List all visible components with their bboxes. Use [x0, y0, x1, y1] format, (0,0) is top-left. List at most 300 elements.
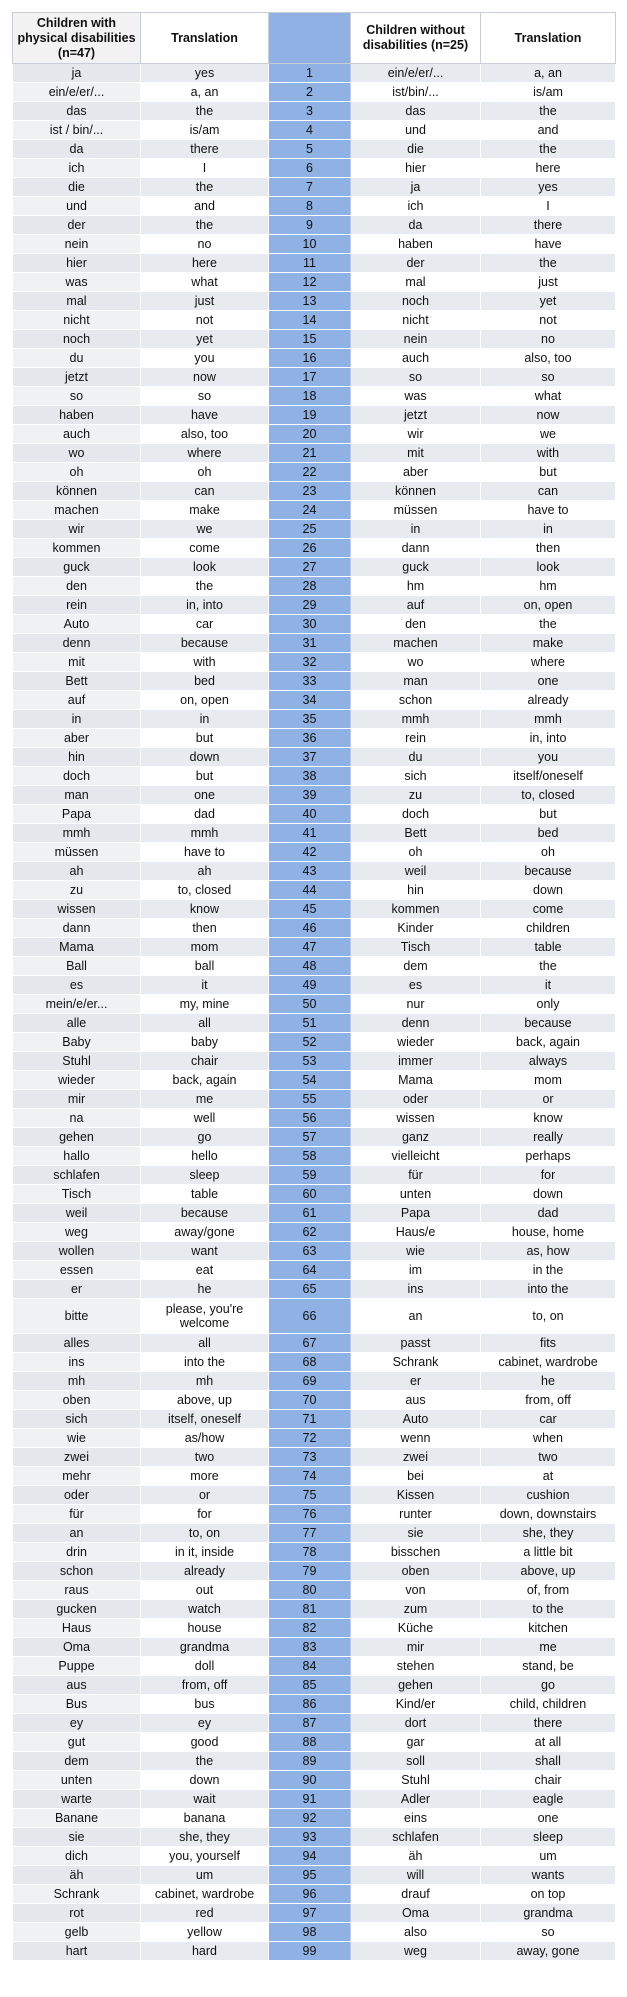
translation-without-disabilities-cell: wants: [481, 1866, 616, 1885]
table-row: [13, 83, 616, 102]
word-with-disabilities-cell: hier: [13, 254, 141, 273]
translation-without-disabilities-cell: can: [481, 482, 616, 501]
word-without-disabilities-cell: vielleicht: [351, 1147, 481, 1166]
translation-with-disabilities-cell: cabinet, wardrobe: [141, 1885, 269, 1904]
translation-without-disabilities-cell: car: [481, 1410, 616, 1429]
translation-with-disabilities-cell: yellow: [141, 1923, 269, 1942]
translation-without-disabilities-cell: at all: [481, 1733, 616, 1752]
table-row: [13, 482, 616, 501]
table-row: [13, 178, 616, 197]
table-row: [13, 634, 616, 653]
translation-without-disabilities-cell: as, how: [481, 1242, 616, 1261]
word-without-disabilities-cell: in: [351, 520, 481, 539]
word-with-disabilities-cell: mir: [13, 1090, 141, 1109]
word-without-disabilities-cell: eins: [351, 1809, 481, 1828]
translation-with-disabilities-cell: mom: [141, 938, 269, 957]
word-without-disabilities-cell: will: [351, 1866, 481, 1885]
translation-without-disabilities-cell: for: [481, 1166, 616, 1185]
translation-with-disabilities-cell: or: [141, 1486, 269, 1505]
translation-with-disabilities-cell: go: [141, 1128, 269, 1147]
word-with-disabilities-cell: wieder: [13, 1071, 141, 1090]
table-row: [13, 102, 616, 121]
word-without-disabilities-cell: ganz: [351, 1128, 481, 1147]
header-translation-1: Translation: [141, 13, 269, 64]
rank-cell: 21: [269, 444, 351, 463]
word-without-disabilities-cell: Tisch: [351, 938, 481, 957]
translation-without-disabilities-cell: with: [481, 444, 616, 463]
translation-without-disabilities-cell: also, too: [481, 349, 616, 368]
word-without-disabilities-cell: Stuhl: [351, 1771, 481, 1790]
table-row: [13, 368, 616, 387]
translation-with-disabilities-cell: as/how: [141, 1429, 269, 1448]
word-with-disabilities-cell: sich: [13, 1410, 141, 1429]
translation-without-disabilities-cell: from, off: [481, 1391, 616, 1410]
word-without-disabilities-cell: was: [351, 387, 481, 406]
word-without-disabilities-cell: Kissen: [351, 1486, 481, 1505]
word-with-disabilities-cell: Oma: [13, 1638, 141, 1657]
table-row: [13, 330, 616, 349]
table-row: [13, 1052, 616, 1071]
table-row: [13, 1828, 616, 1847]
translation-with-disabilities-cell: watch: [141, 1600, 269, 1619]
translation-without-disabilities-cell: yet: [481, 292, 616, 311]
translation-with-disabilities-cell: yes: [141, 64, 269, 83]
word-without-disabilities-cell: er: [351, 1372, 481, 1391]
table-row: [13, 292, 616, 311]
table-row: [13, 387, 616, 406]
word-with-disabilities-cell: jetzt: [13, 368, 141, 387]
rank-cell: 70: [269, 1391, 351, 1410]
rank-cell: 35: [269, 710, 351, 729]
translation-without-disabilities-cell: child, children: [481, 1695, 616, 1714]
translation-without-disabilities-cell: now: [481, 406, 616, 425]
word-with-disabilities-cell: weg: [13, 1223, 141, 1242]
translation-with-disabilities-cell: two: [141, 1448, 269, 1467]
translation-with-disabilities-cell: oh: [141, 463, 269, 482]
translation-without-disabilities-cell: make: [481, 634, 616, 653]
translation-with-disabilities-cell: from, off: [141, 1676, 269, 1695]
translation-with-disabilities-cell: please, you're welcome: [141, 1299, 269, 1334]
word-without-disabilities-cell: hin: [351, 881, 481, 900]
rank-cell: 78: [269, 1543, 351, 1562]
rank-cell: 90: [269, 1771, 351, 1790]
table-row: [13, 1638, 616, 1657]
rank-cell: 84: [269, 1657, 351, 1676]
table-row: [13, 1391, 616, 1410]
table-row: [13, 1128, 616, 1147]
word-with-disabilities-cell: gucken: [13, 1600, 141, 1619]
table-row: [13, 938, 616, 957]
table-row: [13, 444, 616, 463]
translation-with-disabilities-cell: to, on: [141, 1524, 269, 1543]
word-without-disabilities-cell: soll: [351, 1752, 481, 1771]
rank-cell: 4: [269, 121, 351, 140]
word-without-disabilities-cell: der: [351, 254, 481, 273]
translation-without-disabilities-cell: one: [481, 1809, 616, 1828]
rank-cell: 50: [269, 995, 351, 1014]
table-row: [13, 1923, 616, 1942]
word-without-disabilities-cell: rein: [351, 729, 481, 748]
word-with-disabilities-cell: hart: [13, 1942, 141, 1961]
translation-with-disabilities-cell: on, open: [141, 691, 269, 710]
rank-cell: 23: [269, 482, 351, 501]
translation-with-disabilities-cell: hard: [141, 1942, 269, 1961]
rank-cell: 38: [269, 767, 351, 786]
rank-cell: 61: [269, 1204, 351, 1223]
word-with-disabilities-cell: ja: [13, 64, 141, 83]
table-row: [13, 1486, 616, 1505]
rank-cell: 73: [269, 1448, 351, 1467]
translation-with-disabilities-cell: all: [141, 1334, 269, 1353]
table-row: [13, 159, 616, 178]
word-without-disabilities-cell: immer: [351, 1052, 481, 1071]
translation-with-disabilities-cell: house: [141, 1619, 269, 1638]
word-with-disabilities-cell: ey: [13, 1714, 141, 1733]
table-row: [13, 957, 616, 976]
rank-cell: 99: [269, 1942, 351, 1961]
word-without-disabilities-cell: wenn: [351, 1429, 481, 1448]
word-with-disabilities-cell: mehr: [13, 1467, 141, 1486]
table-row: [13, 1353, 616, 1372]
table-row: [13, 1147, 616, 1166]
translation-without-disabilities-cell: of, from: [481, 1581, 616, 1600]
word-without-disabilities-cell: oh: [351, 843, 481, 862]
translation-with-disabilities-cell: the: [141, 216, 269, 235]
translation-without-disabilities-cell: a, an: [481, 64, 616, 83]
rank-cell: 98: [269, 1923, 351, 1942]
word-without-disabilities-cell: und: [351, 121, 481, 140]
word-with-disabilities-cell: schlafen: [13, 1166, 141, 1185]
word-with-disabilities-cell: nicht: [13, 311, 141, 330]
word-with-disabilities-cell: kommen: [13, 539, 141, 558]
translation-without-disabilities-cell: the: [481, 140, 616, 159]
translation-without-disabilities-cell: chair: [481, 1771, 616, 1790]
rank-cell: 16: [269, 349, 351, 368]
translation-with-disabilities-cell: ah: [141, 862, 269, 881]
rank-cell: 5: [269, 140, 351, 159]
translation-without-disabilities-cell: children: [481, 919, 616, 938]
translation-with-disabilities-cell: already: [141, 1562, 269, 1581]
translation-without-disabilities-cell: back, again: [481, 1033, 616, 1052]
translation-without-disabilities-cell: above, up: [481, 1562, 616, 1581]
translation-with-disabilities-cell: ey: [141, 1714, 269, 1733]
word-with-disabilities-cell: schon: [13, 1562, 141, 1581]
word-without-disabilities-cell: Mama: [351, 1071, 481, 1090]
translation-with-disabilities-cell: want: [141, 1242, 269, 1261]
translation-without-disabilities-cell: on top: [481, 1885, 616, 1904]
rank-cell: 76: [269, 1505, 351, 1524]
translation-with-disabilities-cell: grandma: [141, 1638, 269, 1657]
word-without-disabilities-cell: auch: [351, 349, 481, 368]
translation-without-disabilities-cell: there: [481, 1714, 616, 1733]
translation-with-disabilities-cell: down: [141, 748, 269, 767]
translation-with-disabilities-cell: bus: [141, 1695, 269, 1714]
word-without-disabilities-cell: runter: [351, 1505, 481, 1524]
word-without-disabilities-cell: passt: [351, 1334, 481, 1353]
rank-cell: 86: [269, 1695, 351, 1714]
rank-cell: 2: [269, 83, 351, 102]
translation-without-disabilities-cell: we: [481, 425, 616, 444]
rank-cell: 66: [269, 1299, 351, 1334]
word-with-disabilities-cell: hallo: [13, 1147, 141, 1166]
word-with-disabilities-cell: ins: [13, 1353, 141, 1372]
word-without-disabilities-cell: das: [351, 102, 481, 121]
word-without-disabilities-cell: denn: [351, 1014, 481, 1033]
word-without-disabilities-cell: weil: [351, 862, 481, 881]
translation-without-disabilities-cell: itself/oneself: [481, 767, 616, 786]
translation-with-disabilities-cell: itself, oneself: [141, 1410, 269, 1429]
word-without-disabilities-cell: mit: [351, 444, 481, 463]
translation-with-disabilities-cell: good: [141, 1733, 269, 1752]
translation-with-disabilities-cell: in, into: [141, 596, 269, 615]
translation-with-disabilities-cell: the: [141, 577, 269, 596]
table-row: [13, 748, 616, 767]
word-with-disabilities-cell: da: [13, 140, 141, 159]
translation-with-disabilities-cell: so: [141, 387, 269, 406]
translation-without-disabilities-cell: oh: [481, 843, 616, 862]
word-with-disabilities-cell: was: [13, 273, 141, 292]
translation-with-disabilities-cell: in it, inside: [141, 1543, 269, 1562]
table-row: [13, 539, 616, 558]
translation-with-disabilities-cell: doll: [141, 1657, 269, 1676]
rank-cell: 10: [269, 235, 351, 254]
rank-cell: 58: [269, 1147, 351, 1166]
translation-without-disabilities-cell: away, gone: [481, 1942, 616, 1961]
word-without-disabilities-cell: sich: [351, 767, 481, 786]
translation-with-disabilities-cell: just: [141, 292, 269, 311]
word-without-disabilities-cell: wir: [351, 425, 481, 444]
word-without-disabilities-cell: von: [351, 1581, 481, 1600]
word-without-disabilities-cell: noch: [351, 292, 481, 311]
rank-cell: 20: [269, 425, 351, 444]
translation-with-disabilities-cell: but: [141, 767, 269, 786]
table-row: [13, 349, 616, 368]
translation-with-disabilities-cell: down: [141, 1771, 269, 1790]
translation-without-disabilities-cell: dad: [481, 1204, 616, 1223]
translation-with-disabilities-cell: have: [141, 406, 269, 425]
translation-without-disabilities-cell: stand, be: [481, 1657, 616, 1676]
word-without-disabilities-cell: nein: [351, 330, 481, 349]
word-without-disabilities-cell: mmh: [351, 710, 481, 729]
word-with-disabilities-cell: aus: [13, 1676, 141, 1695]
translation-without-disabilities-cell: what: [481, 387, 616, 406]
word-with-disabilities-cell: sie: [13, 1828, 141, 1847]
word-without-disabilities-cell: haben: [351, 235, 481, 254]
translation-with-disabilities-cell: well: [141, 1109, 269, 1128]
word-with-disabilities-cell: raus: [13, 1581, 141, 1600]
table-row: [13, 121, 616, 140]
translation-without-disabilities-cell: sleep: [481, 1828, 616, 1847]
translation-with-disabilities-cell: wait: [141, 1790, 269, 1809]
rank-cell: 54: [269, 1071, 351, 1090]
word-with-disabilities-cell: nein: [13, 235, 141, 254]
word-with-disabilities-cell: den: [13, 577, 141, 596]
table-row: [13, 1223, 616, 1242]
table-row: [13, 767, 616, 786]
rank-cell: 37: [269, 748, 351, 767]
word-with-disabilities-cell: das: [13, 102, 141, 121]
table-row: [13, 577, 616, 596]
rank-cell: 28: [269, 577, 351, 596]
rank-cell: 47: [269, 938, 351, 957]
word-without-disabilities-cell: müssen: [351, 501, 481, 520]
translation-without-disabilities-cell: house, home: [481, 1223, 616, 1242]
translation-without-disabilities-cell: go: [481, 1676, 616, 1695]
translation-with-disabilities-cell: mh: [141, 1372, 269, 1391]
word-without-disabilities-cell: nur: [351, 995, 481, 1014]
table-row: [13, 1014, 616, 1033]
translation-without-disabilities-cell: and: [481, 121, 616, 140]
word-with-disabilities-cell: Auto: [13, 615, 141, 634]
word-without-disabilities-cell: ich: [351, 197, 481, 216]
word-without-disabilities-cell: gar: [351, 1733, 481, 1752]
word-with-disabilities-cell: haben: [13, 406, 141, 425]
table-row: [13, 1242, 616, 1261]
word-without-disabilities-cell: jetzt: [351, 406, 481, 425]
word-with-disabilities-cell: alles: [13, 1334, 141, 1353]
rank-cell: 6: [269, 159, 351, 178]
word-without-disabilities-cell: also: [351, 1923, 481, 1942]
table-row: [13, 425, 616, 444]
word-with-disabilities-cell: an: [13, 1524, 141, 1543]
translation-with-disabilities-cell: in: [141, 710, 269, 729]
word-with-disabilities-cell: na: [13, 1109, 141, 1128]
translation-without-disabilities-cell: you: [481, 748, 616, 767]
rank-cell: 77: [269, 1524, 351, 1543]
word-without-disabilities-cell: aber: [351, 463, 481, 482]
word-without-disabilities-cell: so: [351, 368, 481, 387]
translation-with-disabilities-cell: chair: [141, 1052, 269, 1071]
table-row: [13, 691, 616, 710]
table-row: [13, 995, 616, 1014]
translation-with-disabilities-cell: sleep: [141, 1166, 269, 1185]
translation-without-disabilities-cell: into the: [481, 1280, 616, 1299]
translation-without-disabilities-cell: bed: [481, 824, 616, 843]
rank-cell: 85: [269, 1676, 351, 1695]
translation-with-disabilities-cell: the: [141, 1752, 269, 1771]
table-row: [13, 1109, 616, 1128]
word-frequency-table-container: [0, 12, 627, 1961]
word-without-disabilities-cell: ja: [351, 178, 481, 197]
word-without-disabilities-cell: Papa: [351, 1204, 481, 1223]
word-without-disabilities-cell: Küche: [351, 1619, 481, 1638]
table-row: [13, 824, 616, 843]
table-row: [13, 1033, 616, 1052]
word-with-disabilities-cell: Bett: [13, 672, 141, 691]
translation-without-disabilities-cell: because: [481, 1014, 616, 1033]
translation-without-disabilities-cell: hm: [481, 577, 616, 596]
translation-with-disabilities-cell: with: [141, 653, 269, 672]
word-without-disabilities-cell: den: [351, 615, 481, 634]
translation-without-disabilities-cell: because: [481, 862, 616, 881]
rank-cell: 46: [269, 919, 351, 938]
word-with-disabilities-cell: zwei: [13, 1448, 141, 1467]
translation-with-disabilities-cell: where: [141, 444, 269, 463]
rank-cell: 22: [269, 463, 351, 482]
word-without-disabilities-cell: Bett: [351, 824, 481, 843]
word-with-disabilities-cell: die: [13, 178, 141, 197]
word-without-disabilities-cell: stehen: [351, 1657, 481, 1676]
translation-without-disabilities-cell: really: [481, 1128, 616, 1147]
word-with-disabilities-cell: unten: [13, 1771, 141, 1790]
translation-without-disabilities-cell: to, on: [481, 1299, 616, 1334]
word-with-disabilities-cell: äh: [13, 1866, 141, 1885]
rank-cell: 11: [269, 254, 351, 273]
translation-with-disabilities-cell: because: [141, 1204, 269, 1223]
translation-with-disabilities-cell: the: [141, 102, 269, 121]
translation-without-disabilities-cell: it: [481, 976, 616, 995]
word-with-disabilities-cell: dem: [13, 1752, 141, 1771]
translation-with-disabilities-cell: dad: [141, 805, 269, 824]
word-with-disabilities-cell: guck: [13, 558, 141, 577]
table-row: [13, 976, 616, 995]
table-row: [13, 1071, 616, 1090]
word-with-disabilities-cell: Ball: [13, 957, 141, 976]
word-without-disabilities-cell: bisschen: [351, 1543, 481, 1562]
header-children-without-disabilities: Children without disabilities (n=25): [351, 13, 481, 64]
table-row: [13, 1299, 616, 1334]
word-with-disabilities-cell: mein/e/er...: [13, 995, 141, 1014]
word-without-disabilities-cell: oder: [351, 1090, 481, 1109]
word-without-disabilities-cell: nicht: [351, 311, 481, 330]
rank-cell: 1: [269, 64, 351, 83]
translation-without-disabilities-cell: the: [481, 254, 616, 273]
word-with-disabilities-cell: Schrank: [13, 1885, 141, 1904]
rank-cell: 49: [269, 976, 351, 995]
table-row: [13, 235, 616, 254]
rank-cell: 12: [269, 273, 351, 292]
translation-with-disabilities-cell: all: [141, 1014, 269, 1033]
translation-without-disabilities-cell: cushion: [481, 1486, 616, 1505]
table-row: [13, 1524, 616, 1543]
word-without-disabilities-cell: man: [351, 672, 481, 691]
table-row: [13, 1166, 616, 1185]
word-with-disabilities-cell: drin: [13, 1543, 141, 1562]
translation-without-disabilities-cell: kitchen: [481, 1619, 616, 1638]
table-row: [13, 1429, 616, 1448]
table-row: [13, 216, 616, 235]
translation-without-disabilities-cell: two: [481, 1448, 616, 1467]
word-without-disabilities-cell: gehen: [351, 1676, 481, 1695]
translation-with-disabilities-cell: to, closed: [141, 881, 269, 900]
translation-with-disabilities-cell: also, too: [141, 425, 269, 444]
translation-without-disabilities-cell: I: [481, 197, 616, 216]
translation-without-disabilities-cell: but: [481, 805, 616, 824]
translation-with-disabilities-cell: me: [141, 1090, 269, 1109]
word-with-disabilities-cell: gehen: [13, 1128, 141, 1147]
word-without-disabilities-cell: aus: [351, 1391, 481, 1410]
table-row: [13, 463, 616, 482]
translation-with-disabilities-cell: look: [141, 558, 269, 577]
translation-without-disabilities-cell: so: [481, 1923, 616, 1942]
rank-cell: 75: [269, 1486, 351, 1505]
header-row: [13, 13, 616, 64]
word-with-disabilities-cell: gelb: [13, 1923, 141, 1942]
word-with-disabilities-cell: gut: [13, 1733, 141, 1752]
translation-without-disabilities-cell: down: [481, 1185, 616, 1204]
rank-cell: 44: [269, 881, 351, 900]
rank-cell: 81: [269, 1600, 351, 1619]
rank-cell: 32: [269, 653, 351, 672]
word-with-disabilities-cell: ah: [13, 862, 141, 881]
translation-without-disabilities-cell: already: [481, 691, 616, 710]
translation-with-disabilities-cell: the: [141, 178, 269, 197]
table-row: [13, 672, 616, 691]
translation-without-disabilities-cell: mom: [481, 1071, 616, 1090]
word-with-disabilities-cell: müssen: [13, 843, 141, 862]
table-row: [13, 1280, 616, 1299]
rank-cell: 30: [269, 615, 351, 634]
